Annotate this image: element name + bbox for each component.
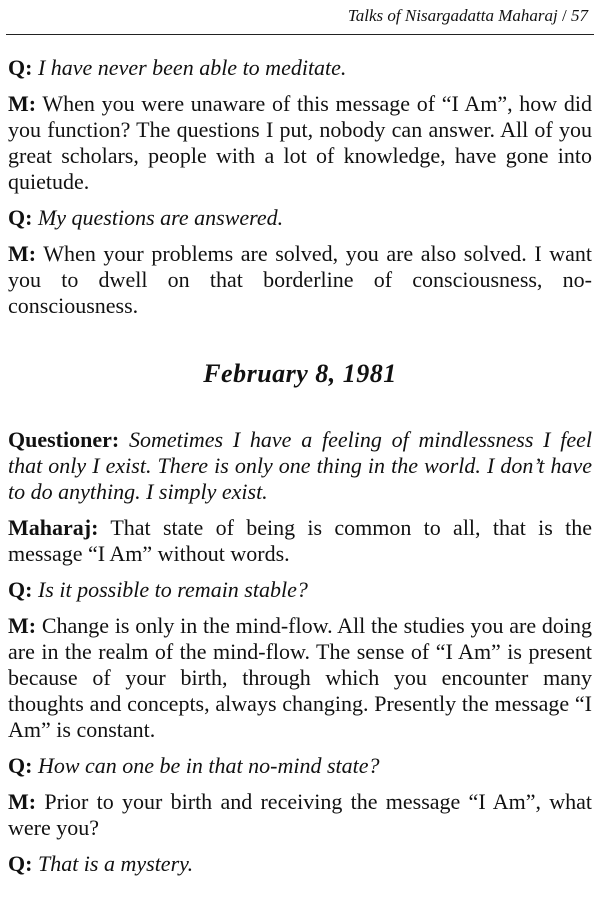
dialogue-paragraph [8,55,592,81]
header-rule [6,34,594,35]
answer-text: When you were unaware of this message of “I Am”, how did you function? The questions I put, nobody can answer. All of you great scholars, people with a lot of knowledge, have gone into quietude. [8,91,593,194]
speaker-label: M: [8,789,37,814]
question-text: My questions are answered. [37,205,284,230]
date-heading: February 8, 1981 [203,359,397,388]
dialogue-paragraph [8,577,592,603]
question-text: That is a mystery. [37,851,194,876]
speaker-label: Q: [8,851,33,876]
dialogue-paragraph [8,613,592,743]
speaker-label: M: [8,91,37,116]
answer-text: Prior to your birth and receiving the message “I Am”, what were you? [8,789,592,840]
running-header [348,6,588,26]
dialogue-paragraph [8,91,592,195]
dialogue-paragraph [8,205,592,231]
page-body [8,55,592,877]
dialogue-paragraph [8,753,592,779]
answer-text: That state of being is common to all, that is the message “I Am” without words. [8,515,592,566]
dialogue-paragraph [8,851,592,877]
speaker-label: Q: [8,577,33,602]
running-title: Talks of Nisargadatta Maharaj [347,6,558,25]
speaker-label: M: [8,613,37,638]
question-text: How can one be in that no-mind state? [37,753,380,778]
speaker-label: Questioner: [8,427,120,452]
speaker-label: M: [8,241,37,266]
question-text: Is it possible to remain stable? [37,577,308,602]
question-text: I have never been able to meditate. [37,55,347,80]
speaker-label: Maharaj: [8,515,99,540]
question-text: Sometimes I have a feeling of mindlessness I feel that only I exist. There is only one thing in the world. I don’t have to do anything. I simply exist. [8,427,592,504]
speaker-label: Q: [8,55,33,80]
answer-text: Change is only in the mind-flow. All the studies you are doing are in the realm of the mind-flow. The sense of “I Am” is present because of your birth, through which you encounter many thoughts and concepts, always changing. Presently the message “I Am” is constant. [8,613,592,742]
header-separator: / [562,6,567,25]
speaker-label: Q: [8,205,33,230]
dialogue-paragraph [8,789,592,841]
speaker-label: Q: [8,753,33,778]
dialogue-paragraph [8,515,592,567]
answer-text: When your problems are solved, you are also solved. I want you to dwell on that borderline of consciousness, no-consciousness. [8,241,592,318]
dialogue-paragraph [8,427,592,505]
page-number: 57 [571,6,588,25]
dialogue-paragraph [8,241,592,319]
